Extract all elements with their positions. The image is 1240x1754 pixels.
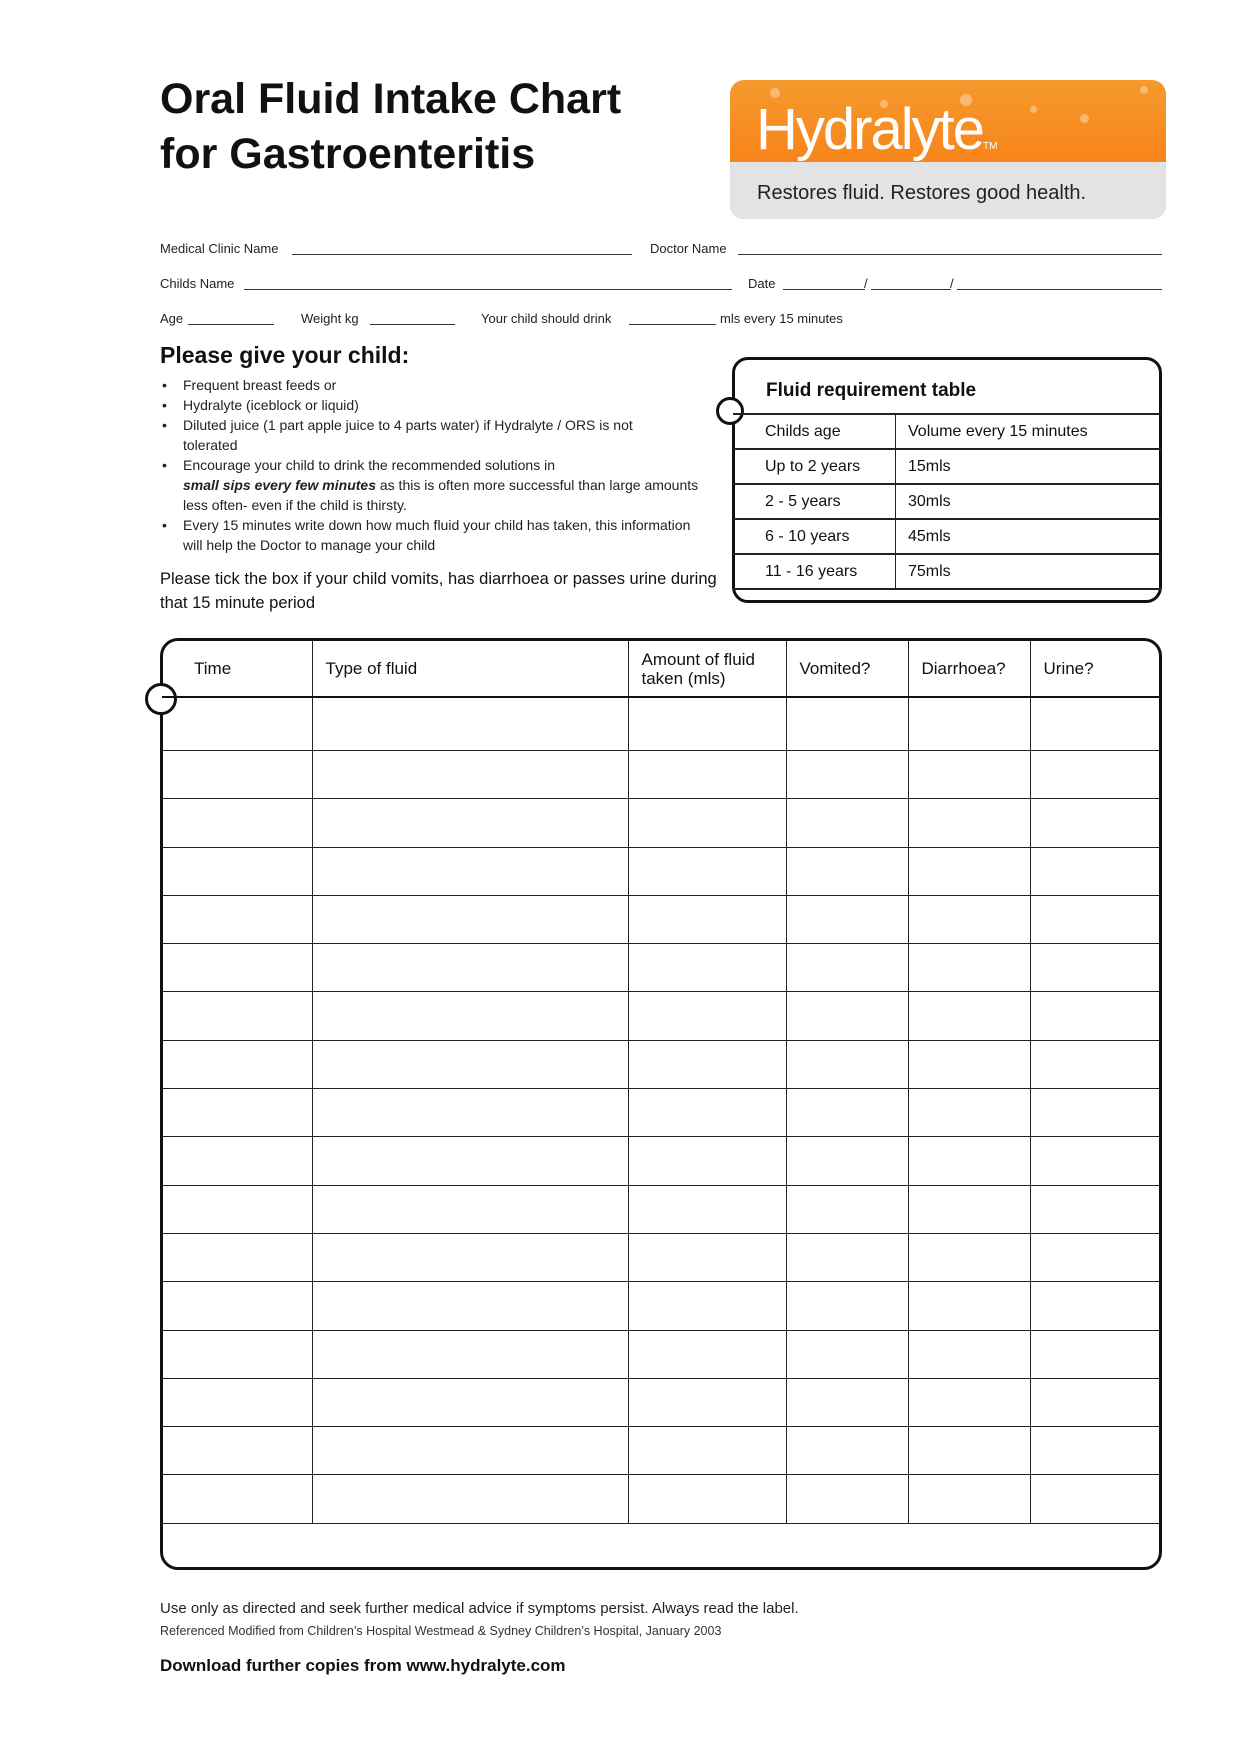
vomited-cell[interactable] — [786, 1475, 908, 1523]
list-item: • Every 15 minutes write down how much fluid your child has taken, this information will help the Doctor to manage your child — [160, 515, 700, 555]
diarrhoea-cell[interactable] — [908, 751, 1030, 799]
logo-wordmark: HydralyteTM — [756, 97, 998, 162]
amount-cell[interactable] — [628, 1475, 786, 1523]
diarrhoea-cell[interactable] — [908, 1185, 1030, 1233]
time-cell[interactable] — [162, 1330, 312, 1378]
amount-cell[interactable] — [628, 1040, 786, 1088]
drink-amount-label: Your child should drink — [481, 311, 612, 326]
date-separator: / — [950, 276, 954, 291]
diarrhoea-cell[interactable] — [908, 1137, 1030, 1185]
table-row — [162, 1040, 1160, 1088]
diarrhoea-cell[interactable] — [908, 895, 1030, 943]
tick-instructions: Please tick the box if your child vomits, has diarrhoea or passes urine during that 15 minute period — [160, 570, 717, 612]
diarrhoea-cell[interactable] — [908, 799, 1030, 847]
amount-cell[interactable] — [628, 1233, 786, 1281]
column-header-diarrhoea: Diarrhoea? — [908, 641, 1030, 697]
table-row — [162, 847, 1160, 895]
fluid-type-cell[interactable] — [312, 1427, 628, 1475]
vomited-cell[interactable] — [786, 992, 908, 1040]
diarrhoea-cell[interactable] — [908, 1233, 1030, 1281]
doctor-name-field[interactable] — [738, 254, 1162, 255]
urine-cell[interactable] — [1030, 992, 1160, 1040]
fluid-type-cell[interactable] — [312, 1475, 628, 1523]
table-footer-row — [162, 1523, 1160, 1554]
column-header-amount: Amount of fluid taken (mls) — [628, 641, 786, 697]
emphasis-text: small sips every few minutes — [183, 477, 376, 493]
fluid-type-cell[interactable] — [312, 1040, 628, 1088]
urine-cell[interactable] — [1030, 847, 1160, 895]
table-row — [162, 1233, 1160, 1281]
vomited-cell[interactable] — [786, 1330, 908, 1378]
table-row — [162, 1185, 1160, 1233]
table-row — [162, 1282, 1160, 1330]
urine-cell[interactable] — [1030, 1282, 1160, 1330]
instructions-list — [160, 375, 700, 555]
vomited-cell[interactable] — [786, 1282, 908, 1330]
diarrhoea-cell[interactable] — [908, 1040, 1030, 1088]
volume-cell: 45mls — [896, 519, 1162, 554]
fluid-type-cell[interactable] — [312, 1137, 628, 1185]
vomited-cell[interactable] — [786, 697, 908, 751]
vomited-cell[interactable] — [786, 799, 908, 847]
doctor-name-label: Doctor Name — [650, 241, 727, 256]
fluid-type-cell[interactable] — [312, 847, 628, 895]
page-title — [160, 72, 621, 182]
fluid-type-cell[interactable] — [312, 799, 628, 847]
volume-cell: 30mls — [896, 484, 1162, 519]
table-row — [733, 554, 1161, 589]
table-row — [733, 484, 1161, 519]
fluid-type-cell[interactable] — [312, 1282, 628, 1330]
age-cell: 11 - 16 years — [733, 554, 896, 589]
urine-cell[interactable] — [1030, 944, 1160, 992]
fluid-requirement-table — [733, 413, 1161, 590]
instructions-heading: Please give your child: — [160, 342, 410, 368]
urine-cell[interactable] — [1030, 1330, 1160, 1378]
vomited-cell[interactable] — [786, 895, 908, 943]
amount-cell[interactable] — [628, 944, 786, 992]
age-cell: Up to 2 years — [733, 449, 896, 484]
diarrhoea-cell[interactable] — [908, 697, 1030, 751]
time-cell[interactable] — [162, 799, 312, 847]
list-item: • Frequent breast feeds or — [160, 375, 700, 395]
table-row — [162, 751, 1160, 799]
table-row — [733, 449, 1161, 484]
volume-cell: 15mls — [896, 449, 1162, 484]
diarrhoea-cell[interactable] — [908, 992, 1030, 1040]
urine-cell[interactable] — [1030, 1137, 1160, 1185]
page-title-line-2: for Gastroenteritis — [160, 130, 536, 178]
list-item: • Hydralyte (iceblock or liquid) — [160, 395, 700, 415]
clinic-name-field[interactable] — [292, 254, 632, 255]
age-label: Age — [160, 311, 184, 326]
vomited-cell[interactable] — [786, 1427, 908, 1475]
date-month-field[interactable] — [871, 289, 951, 290]
list-item: • Diluted juice (1 part apple juice to 4 parts water) if Hydralyte / ORS is not tolerated — [160, 415, 700, 455]
urine-cell[interactable] — [1030, 697, 1160, 751]
urine-cell[interactable] — [1030, 1040, 1160, 1088]
diarrhoea-cell[interactable] — [908, 1330, 1030, 1378]
amount-cell[interactable] — [628, 1185, 786, 1233]
vomited-cell[interactable] — [786, 1040, 908, 1088]
urine-cell[interactable] — [1030, 1233, 1160, 1281]
time-cell[interactable] — [162, 751, 312, 799]
amount-cell[interactable] — [628, 895, 786, 943]
amount-cell[interactable] — [628, 697, 786, 751]
fluid-requirement-title: Fluid requirement table — [766, 380, 977, 401]
diarrhoea-cell[interactable] — [908, 1378, 1030, 1426]
table-row — [162, 697, 1160, 751]
time-cell[interactable] — [162, 847, 312, 895]
reference-note: Referenced Modified from Children’s Hospital Westmead & Sydney Children’s Hospital, January 2003 — [160, 1624, 722, 1638]
time-cell[interactable] — [162, 1475, 312, 1523]
diarrhoea-cell[interactable] — [908, 1089, 1030, 1137]
age-cell: 6 - 10 years — [733, 519, 896, 554]
table-row — [733, 519, 1161, 554]
amount-cell[interactable] — [628, 1427, 786, 1475]
urine-cell[interactable] — [1030, 1089, 1160, 1137]
usage-disclaimer: Use only as directed and seek further medical advice if symptoms persist. Always read the label. — [160, 1600, 799, 1617]
table-row — [162, 1475, 1160, 1523]
time-cell[interactable] — [162, 1378, 312, 1426]
table-header-row — [733, 414, 1161, 449]
time-cell[interactable] — [162, 697, 312, 751]
date-year-field[interactable] — [957, 289, 1162, 290]
diarrhoea-cell[interactable] — [908, 1427, 1030, 1475]
date-day-field[interactable] — [783, 289, 865, 290]
vomited-cell[interactable] — [786, 847, 908, 895]
amount-cell[interactable] — [628, 799, 786, 847]
table-row — [162, 799, 1160, 847]
amount-cell[interactable] — [628, 1378, 786, 1426]
drink-amount-field[interactable] — [629, 324, 716, 325]
urine-cell[interactable] — [1030, 1475, 1160, 1523]
date-label: Date — [748, 276, 776, 291]
hydralyte-logo — [730, 80, 1166, 219]
fluid-type-cell[interactable] — [312, 895, 628, 943]
table-row — [162, 944, 1160, 992]
time-cell[interactable] — [162, 895, 312, 943]
weight-field[interactable] — [370, 324, 455, 325]
table-row — [162, 992, 1160, 1040]
table-row — [162, 1378, 1160, 1426]
fluid-type-cell[interactable] — [312, 1185, 628, 1233]
diarrhoea-cell[interactable] — [908, 847, 1030, 895]
fluid-type-cell[interactable] — [312, 1378, 628, 1426]
drink-amount-suffix: mls every 15 minutes — [720, 311, 843, 326]
vomited-cell[interactable] — [786, 1233, 908, 1281]
time-cell[interactable] — [162, 1427, 312, 1475]
urine-cell[interactable] — [1030, 895, 1160, 943]
download-note: Download further copies from www.hydralyte.com — [160, 1656, 566, 1675]
time-cell[interactable] — [162, 1137, 312, 1185]
amount-cell[interactable] — [628, 1282, 786, 1330]
table-row — [162, 1089, 1160, 1137]
weight-label: Weight kg — [301, 311, 359, 326]
amount-cell[interactable] — [628, 1137, 786, 1185]
column-header-vomited: Vomited? — [786, 641, 908, 697]
time-cell[interactable] — [162, 1282, 312, 1330]
urine-cell[interactable] — [1030, 1378, 1160, 1426]
urine-cell[interactable] — [1030, 751, 1160, 799]
column-header-fluid-type: Type of fluid — [312, 641, 628, 697]
time-cell[interactable] — [162, 992, 312, 1040]
child-name-label: Childs Name — [160, 276, 235, 291]
table-header-cell: Volume every 15 minutes — [896, 414, 1162, 449]
urine-cell[interactable] — [1030, 1427, 1160, 1475]
fluid-type-cell[interactable] — [312, 992, 628, 1040]
age-field[interactable] — [188, 324, 274, 325]
clinic-name-label: Medical Clinic Name — [160, 241, 279, 256]
table-row — [162, 895, 1160, 943]
page-title-line-1: Oral Fluid Intake Chart — [160, 75, 622, 123]
amount-cell[interactable] — [628, 1089, 786, 1137]
fluid-type-cell[interactable] — [312, 697, 628, 751]
fluid-type-cell[interactable] — [312, 944, 628, 992]
intake-log-table — [162, 641, 1160, 1554]
time-cell[interactable] — [162, 1233, 312, 1281]
column-header-time: Time — [162, 641, 312, 697]
table-header-row — [162, 641, 1160, 697]
fluid-type-cell[interactable] — [312, 1089, 628, 1137]
table-row — [162, 1137, 1160, 1185]
diarrhoea-cell[interactable] — [908, 944, 1030, 992]
logo-tagline: Restores fluid. Restores good health. — [757, 182, 1087, 204]
list-item: • Encourage your child to drink the recommended solutions in small sips every few minutes as this is often more successful than large amounts less often- even if the child is thirsty. — [160, 455, 700, 515]
fluid-type-cell[interactable] — [312, 1233, 628, 1281]
time-cell[interactable] — [162, 1089, 312, 1137]
diarrhoea-cell[interactable] — [908, 1475, 1030, 1523]
time-cell[interactable] — [162, 944, 312, 992]
vomited-cell[interactable] — [786, 1089, 908, 1137]
volume-cell: 75mls — [896, 554, 1162, 589]
vomited-cell[interactable] — [786, 1185, 908, 1233]
table-footer-cell — [162, 1523, 1160, 1554]
amount-cell[interactable] — [628, 1330, 786, 1378]
urine-cell[interactable] — [1030, 799, 1160, 847]
amount-cell[interactable] — [628, 992, 786, 1040]
child-name-field[interactable] — [244, 289, 732, 290]
age-cell: 2 - 5 years — [733, 484, 896, 519]
table-row — [162, 1427, 1160, 1475]
table-header-cell: Childs age — [733, 414, 896, 449]
date-separator: / — [864, 276, 868, 291]
urine-cell[interactable] — [1030, 1185, 1160, 1233]
vomited-cell[interactable] — [786, 1378, 908, 1426]
amount-cell[interactable] — [628, 847, 786, 895]
fluid-type-cell[interactable] — [312, 751, 628, 799]
time-cell[interactable] — [162, 1040, 312, 1088]
table-row — [162, 1330, 1160, 1378]
amount-cell[interactable] — [628, 751, 786, 799]
vomited-cell[interactable] — [786, 1137, 908, 1185]
vomited-cell[interactable] — [786, 944, 908, 992]
vomited-cell[interactable] — [786, 751, 908, 799]
time-cell[interactable] — [162, 1185, 312, 1233]
diarrhoea-cell[interactable] — [908, 1282, 1030, 1330]
fluid-type-cell[interactable] — [312, 1330, 628, 1378]
column-header-urine: Urine? — [1030, 641, 1160, 697]
